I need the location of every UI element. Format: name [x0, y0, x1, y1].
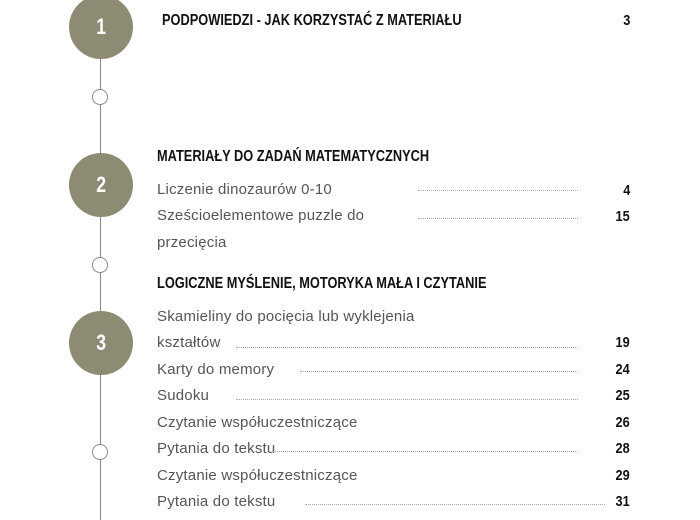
- toc-entry-continued: przecięcia: [157, 234, 227, 251]
- dotted-leader: [300, 371, 578, 372]
- section-number-badge: [69, 153, 133, 217]
- section-title[interactable]: LOGICZNE MYŚLENIE, MOTORYKA MAŁA I CZYTANIE: [157, 275, 487, 292]
- section-number: 2: [96, 172, 106, 197]
- dotted-leader: [305, 504, 605, 505]
- toc-entry-continued: kształtów: [157, 334, 221, 351]
- page-number: 29: [615, 467, 630, 484]
- section-number: 3: [96, 330, 106, 355]
- section-number-badge: [69, 0, 133, 59]
- page-number: 25: [615, 387, 630, 404]
- dotted-leader: [272, 451, 578, 452]
- toc-entry[interactable]: Karty do memory: [157, 361, 275, 378]
- toc-entry[interactable]: Czytanie współuczestniczące: [157, 467, 358, 484]
- toc-entry[interactable]: Czytanie współuczestniczące: [157, 414, 358, 431]
- page-number: 28: [615, 440, 630, 457]
- toc-entry[interactable]: Sześcioelementowe puzzle do: [157, 207, 365, 224]
- page-number: 19: [615, 334, 630, 351]
- toc-entry[interactable]: Skamieliny do pocięcia lub wyklejenia: [157, 308, 415, 325]
- section-number-badge: [69, 311, 133, 375]
- toc-entry[interactable]: Pytania do tekstu: [157, 493, 276, 510]
- page-number: 15: [615, 208, 630, 225]
- page-number: 3: [622, 12, 630, 29]
- toc-entry[interactable]: Sudoku: [157, 387, 210, 404]
- timeline-dot: [92, 444, 108, 460]
- section-number: 1: [96, 14, 106, 39]
- page-number: 26: [615, 414, 630, 431]
- toc-entry[interactable]: Pytania do tekstu: [157, 440, 276, 457]
- timeline-dot: [92, 257, 108, 273]
- dotted-leader: [418, 218, 578, 219]
- dotted-leader: [418, 190, 578, 191]
- page-number: 4: [622, 182, 630, 199]
- dotted-leader: [236, 399, 578, 400]
- page-number: 31: [615, 493, 630, 510]
- timeline-dot: [92, 89, 108, 105]
- dotted-leader: [236, 347, 578, 348]
- page-number: 24: [615, 361, 630, 378]
- section-title[interactable]: PODPOWIEDZI - JAK KORZYSTAĆ Z MATERIAŁU: [162, 12, 462, 29]
- section-title[interactable]: MATERIAŁY DO ZADAŃ MATEMATYCZNYCH: [157, 148, 430, 165]
- toc-entry[interactable]: Liczenie dinozaurów 0-10: [157, 181, 332, 198]
